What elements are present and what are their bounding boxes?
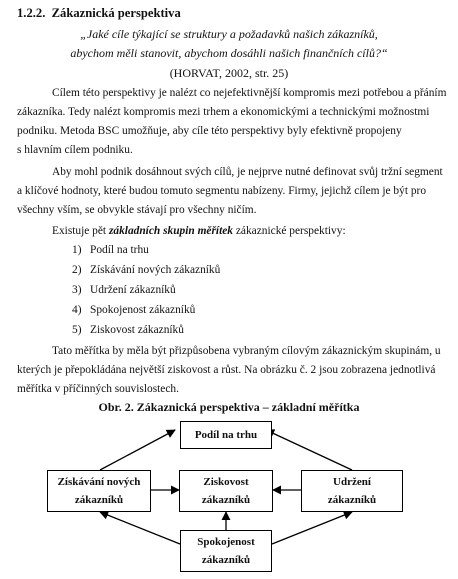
figure-caption: Obr. 2. Zákaznická perspektiva – základní měřítka — [98, 400, 360, 414]
paragraph-4-line-2: kterých je přepokládána největší ziskovost a růst. Na obrázku č. 2 jsou zobrazena jednotlivá — [17, 364, 436, 376]
box-retention-line-1: Udržení — [333, 476, 371, 488]
box-customer-acquisition — [47, 470, 151, 512]
list-text: Získávání nových zákazníků — [90, 264, 221, 276]
list-text: Udržení zákazníků — [90, 284, 176, 296]
list-text: Spokojenost zákazníků — [90, 304, 196, 316]
arrow-satisfaction-to-retention — [272, 512, 352, 544]
quote-line-1: „Jaké cíle týkající se struktury a požadavků našich zákazníků, — [80, 27, 378, 41]
box-satisfaction-line-2: zákazníků — [201, 554, 251, 566]
box-customer-retention — [301, 470, 403, 512]
quote-source: (HORVAT, 2002, str. 25) — [169, 66, 289, 80]
list-number: 2) — [72, 264, 82, 276]
box-satisfaction-line-1: Spokojenost — [197, 536, 255, 548]
paragraph-1-line-1: Cílem této perspektivy je nalézt co nejefektivnější kompromis mezi potřebou a přáním — [52, 87, 447, 99]
paragraph-2-line-3: všechny vším, se obvykle stávají pro všechny ničím. — [17, 204, 257, 216]
arrow-retention-to-market-share — [266, 430, 352, 470]
box-acquisition-line-1: Získávání nových — [57, 476, 141, 488]
box-profitability-line-2: zákazníků — [201, 494, 251, 506]
list-text: Ziskovost zákazníků — [90, 324, 184, 336]
paragraph-4-line-1: Tato měřítka by měla být přizpůsobena vybraným cílovým zákaznickým skupinám, u — [52, 345, 441, 357]
list-number: 3) — [72, 284, 82, 296]
paragraph-3-emphasis: základních skupin měřítek — [108, 225, 234, 237]
arrow-acquisition-to-market-share — [100, 430, 175, 470]
box-acquisition-line-2: zákazníků — [74, 494, 124, 506]
paragraph-3-after: zákaznické perspektivy: — [233, 225, 346, 237]
box-market-share — [180, 421, 272, 449]
quote-line-2: abychom měli stanovit, abychom dosáhli našich finančních cílů?“ — [70, 46, 388, 60]
section-number: 1.2.2. — [17, 6, 46, 20]
list-number: 5) — [72, 324, 82, 336]
paragraph-4-line-3: měřítka v příčinných souvislostech. — [17, 383, 179, 395]
box-customer-profitability — [179, 470, 273, 512]
box-customer-satisfaction — [180, 530, 272, 572]
paragraph-3-before: Existuje pět — [52, 225, 109, 237]
paragraph-1-line-3: podniku. Metoda BSC umožňuje, aby cíle této perspektivy byly efektivně propojeny — [17, 125, 402, 137]
list-text: Podíl na trhu — [90, 244, 149, 256]
box-profitability-line-1: Ziskovost — [203, 476, 249, 488]
paragraph-1-line-4: s hlavním cílem podniku. — [17, 144, 133, 156]
paragraph-2-line-1: Aby mohl podnik dosáhnout svých cílů, je nejprve nutné definovat svůj tržní segment — [52, 166, 443, 178]
box-market-share-label: Podíl na trhu — [194, 429, 258, 441]
arrow-satisfaction-to-acquisition — [100, 512, 180, 544]
paragraph-2-line-2: a klíčové hodnoty, které budou tomuto segmentu nabízeny. Firmy, jejichž cílem je být pro — [17, 185, 427, 197]
paragraph-1-line-2: zákazníka. Tedy nalézt kompromis mezi trhem a ekonomickými a technickými možnostmi — [17, 106, 430, 118]
list-number: 4) — [72, 304, 82, 316]
list-number: 1) — [72, 244, 82, 256]
section-title: Zákaznická perspektiva — [51, 6, 181, 20]
box-retention-line-2: zákazníků — [327, 494, 377, 506]
